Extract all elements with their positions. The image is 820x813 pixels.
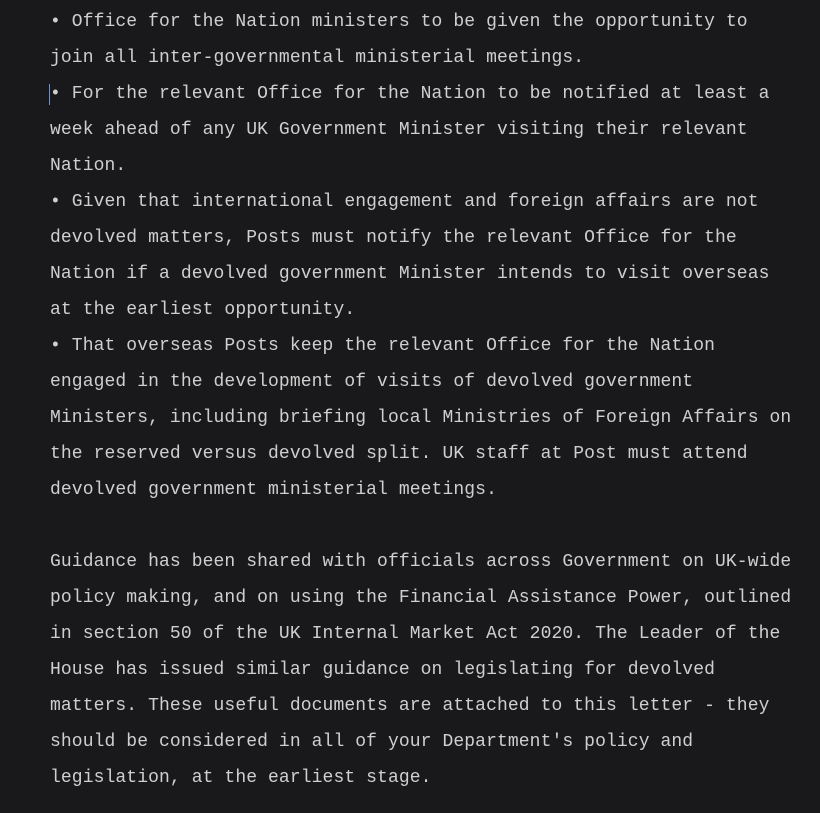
- text-cursor: [49, 84, 50, 105]
- bullet-item-notification-text: • For the relevant Office for the Nation to be notified at least a week ahead of any UK Government Minister visiting their relevant Nation.: [50, 84, 770, 176]
- bullet-item-ministers-meetings: • Office for the Nation ministers to be given the opportunity to join all inter-governmental ministerial meetings.: [50, 12, 748, 68]
- bullet-item-notification: [50, 76, 800, 184]
- bullet-item-international-engagement: • Given that international engagement and foreign affairs are not devolved matters, Posts must notify the relevant Office for the Nation if a devolved government Minister intends to visit overseas at the earliest opportunity.: [50, 192, 770, 320]
- bullet-item-overseas-posts: • That overseas Posts keep the relevant Office for the Nation engaged in the development of visits of devolved government Ministers, including briefing local Ministries of Foreign Affairs on the reserved versus devolved split. UK staff at Post must attend devolved government ministerial meetings.: [50, 336, 792, 500]
- guidance-paragraph: Guidance has been shared with officials across Government on UK-wide policy making, and on using the Financial Assistance Power, outlined in section 50 of the UK Internal Market Act 2020. The Leader of the House has issued similar guidance on legislating for devolved matters. These useful documents are attached to this letter - they should be considered in all of your Department's policy and legislation, at the earliest stage.: [50, 552, 792, 788]
- document-body[interactable]: [50, 4, 800, 796]
- paragraph-spacer: [50, 508, 800, 544]
